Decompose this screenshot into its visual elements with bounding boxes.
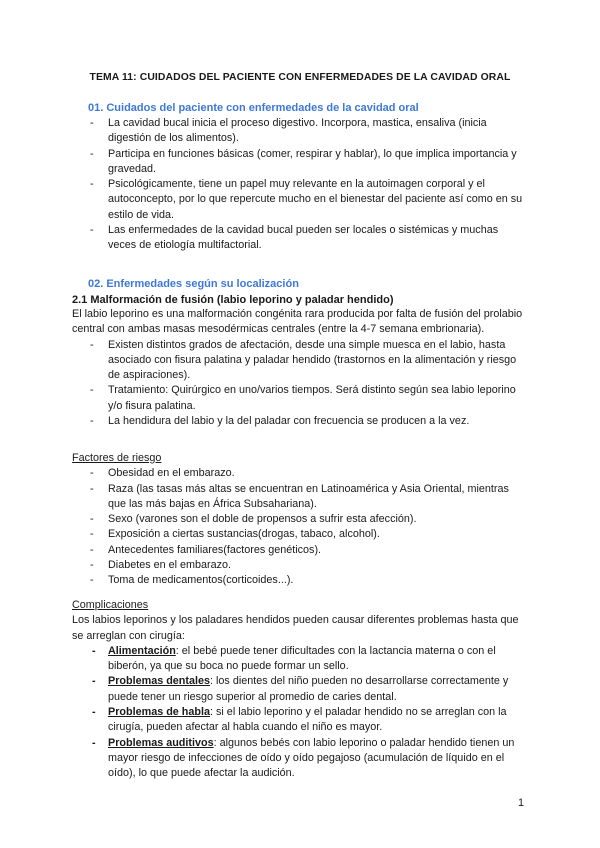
list-item: - Problemas de habla: si el labio leporino y el paladar hendido no se arreglan con la cirugía, pueden afectar al habla cuando el niño es mayor. bbox=[92, 706, 507, 734]
list-item: - Problemas auditivos: algunos bebés con labio leporino o paladar hendido tienen un mayor riesgo de infecciones de oído y oído pegajoso (acumulación de líquido en el oído), lo que puede afectar la audición. bbox=[92, 736, 515, 780]
complications-intro: Los labios leporinos y los paladares hendidos pueden causar diferentes problemas hasta que se arreglan con cirugía: bbox=[72, 614, 519, 642]
subsection-2-1-intro: El labio leporino es una malformación congénita rara producida por falta de fusión del prolabio central con ambas masas mesodérmicas centrales (entre la 4-7 semana embrionaria). bbox=[72, 308, 523, 336]
list-item: - Diabetes en el embarazo. bbox=[90, 559, 232, 572]
risk-factors-section bbox=[0, 451, 600, 589]
complication-term: Alimentación bbox=[108, 644, 176, 657]
list-item: - Toma de medicamentos(corticoides...). bbox=[90, 574, 294, 587]
list-item: - Raza (las tasas más altas se encuentran en Latinoamérica y Asia Oriental, mientras que las más bajas en África Subsahariana). bbox=[90, 482, 509, 510]
complications-heading: Complicaciones bbox=[72, 599, 149, 611]
section-cuidados bbox=[0, 101, 600, 254]
list-item: - Sexo (varones son el doble de propensos a sufrir esta afección). bbox=[90, 513, 417, 526]
list-item: - La cavidad bucal inicia el proceso digestivo. Incorpora, mastica, ensaliva (inicia digestión de los alimentos). bbox=[90, 117, 487, 145]
section-1-heading: 01. Cuidados del paciente con enfermedades de la cavidad oral bbox=[88, 102, 419, 114]
risk-factors-list bbox=[0, 466, 600, 588]
complication-term: Problemas auditivos bbox=[108, 736, 214, 749]
section-enfermedades bbox=[0, 277, 600, 429]
complication-term: Problemas de habla bbox=[108, 706, 211, 719]
list-item: - Tratamiento: Quirúrgico en uno/varios tiempos. Será distinto según sea labio leporino y/o fisura palatina. bbox=[90, 384, 516, 412]
subsection-2-1-heading: 2.1 Malformación de fusión (labio leporino y paladar hendido) bbox=[72, 294, 394, 306]
list-item: - Existen distintos grados de afectación, desde una simple muesca en el labio, hasta asociado con fisura palatina y paladar hendido (trastornos en la alimentación y riesgo de aspiraciones). bbox=[90, 338, 517, 382]
document-title: TEMA 11: CUIDADOS DEL PACIENTE CON ENFERMEDADES DE LA CAVIDAD ORAL bbox=[89, 72, 511, 83]
risk-factors-heading: Factores de riesgo bbox=[72, 452, 162, 464]
complications-list bbox=[0, 644, 600, 782]
list-item: - Exposición a ciertas sustancias(drogas, tabaco, alcohol). bbox=[90, 528, 380, 541]
page-number: 1 bbox=[517, 797, 524, 809]
complication-term: Problemas dentales bbox=[108, 675, 211, 688]
list-item: - Problemas dentales: los dientes del niño pueden no desarrollarse correctamente y puede tener un riesgo superior al promedio de caries dental. bbox=[92, 675, 509, 703]
section-2-heading: 02. Enfermedades según su localización bbox=[88, 278, 299, 290]
list-item: - Psicológicamente, tiene un papel muy relevante en la autoimagen corporal y el autoconcepto, por lo que repercute mucho en el bienestar del paciente así como en su estilo de vida. bbox=[90, 178, 523, 221]
subsection-2-1-list bbox=[0, 338, 600, 430]
complications-section bbox=[0, 598, 600, 782]
list-item: - Las enfermedades de la cavidad bucal pueden ser locales o sistémicas y muchas veces de etiología multifactorial. bbox=[90, 224, 499, 252]
list-item: - Alimentación: el bebé puede tener dificultades con la lactancia materna o con el biberón, ya que su boca no puede formar un sello. bbox=[92, 644, 496, 673]
list-item: - La hendidura del labio y la del paladar con frecuencia se producen a la vez. bbox=[90, 415, 470, 428]
list-item: - Obesidad en el embarazo. bbox=[90, 467, 235, 480]
list-item: - Antecedentes familiares(factores genéticos). bbox=[90, 543, 322, 556]
section-1-list bbox=[0, 116, 600, 254]
list-item: - Participa en funciones básicas (comer, respirar y hablar), lo que implica importancia y gravedad. bbox=[90, 147, 517, 175]
